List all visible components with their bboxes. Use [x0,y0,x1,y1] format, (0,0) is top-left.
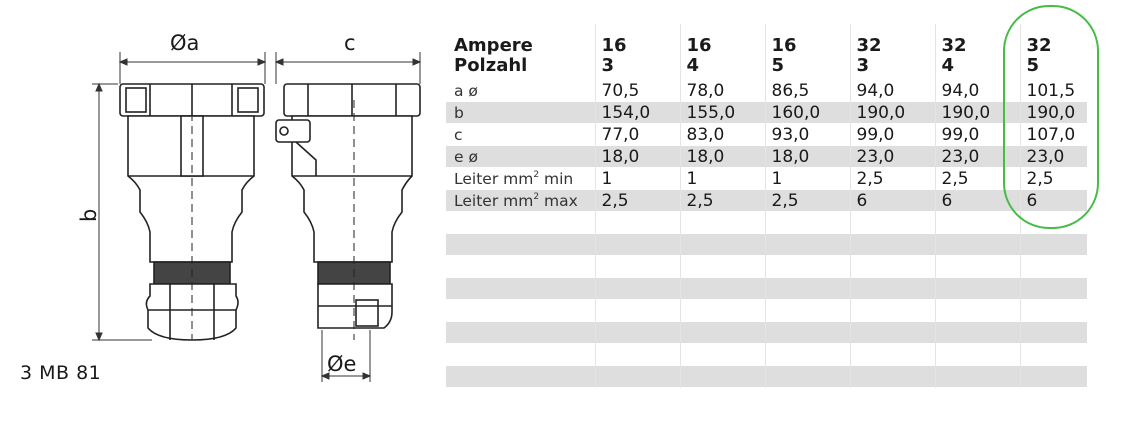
empty-row [446,234,1105,256]
poles-value: 4 [941,55,955,76]
row-label: b [454,104,464,122]
row-label: c [454,126,463,144]
table-cell: 190,0 [850,102,935,124]
poles-value: 5 [1026,55,1040,76]
connector-front-view [120,84,264,340]
table-row [446,146,1105,168]
table-cell: 83,0 [680,124,765,146]
table-cell: 18,0 [680,146,765,168]
table-cell: 99,0 [850,124,935,146]
table-cell: 23,0 [850,146,935,168]
column-header [765,24,850,80]
table-cell: 77,0 [595,124,680,146]
table-cell: 6 [1020,190,1105,212]
ampere-value: 16 [771,35,797,56]
header-label-cell [446,24,595,80]
table-cell: 70,5 [595,80,680,102]
column-header [935,24,1020,80]
row-label: Leiter $mm^2$ min [454,170,574,188]
table-cell: 94,0 [935,80,1020,102]
dimension-c-label: c [344,31,356,55]
table-row [446,102,1105,124]
table-cell: 155,0 [680,102,765,124]
poles-value: 3 [601,55,615,76]
empty-row [446,278,1105,300]
ampere-value: 16 [601,35,627,56]
empty-row [446,344,1105,366]
table-cell: 2,5 [595,190,680,212]
ampere-value: 32 [941,35,967,56]
empty-row [446,256,1105,278]
ampere-value: 16 [686,35,712,56]
table-cell: 154,0 [595,102,680,124]
table-cell: 107,0 [1020,124,1105,146]
dimension-a-label: Øa [170,31,200,55]
poles-value: 3 [856,55,870,76]
poles-value: 5 [771,55,785,76]
model-number: 3 MB 81 [20,362,102,384]
table-cell: 99,0 [935,124,1020,146]
table-cell: 93,0 [765,124,850,146]
table-cell: 101,5 [1020,80,1105,102]
table-cell: 2,5 [1020,168,1105,190]
table-cell: 160,0 [765,102,850,124]
table-row [446,80,1105,102]
poles-value: 4 [686,55,700,76]
table-cell: 1 [595,168,680,190]
table-cell: 1 [680,168,765,190]
column-header [595,24,680,80]
ampere-value: 32 [1026,35,1052,56]
table-cell: 2,5 [680,190,765,212]
dimension-e-label: Øe [327,352,357,376]
row-label: a ø [454,82,478,100]
table-cell: 18,0 [595,146,680,168]
polzahl-label: Polzahl [454,55,528,76]
empty-row [446,366,1105,388]
empty-row [446,212,1105,234]
column-header [680,24,765,80]
table-cell: 86,5 [765,80,850,102]
table-row [446,168,1105,190]
column-header [850,24,935,80]
table-cell: 190,0 [1020,102,1105,124]
connector-side-view [276,84,420,340]
table-cell: 78,0 [680,80,765,102]
table-cell: 6 [935,190,1020,212]
table-row [446,190,1105,212]
table-cell: 18,0 [765,146,850,168]
dimension-a [120,52,265,84]
dimension-c [276,52,420,84]
table-cell: 1 [765,168,850,190]
table-cell: 2,5 [765,190,850,212]
table-cell: 6 [850,190,935,212]
table-cell: 23,0 [935,146,1020,168]
dimension-b-label: b [77,208,101,222]
empty-row [446,300,1105,322]
ampere-label: Ampere [454,35,533,56]
table-cell: 2,5 [850,168,935,190]
table-cell: 94,0 [850,80,935,102]
table-header-row [446,24,1105,80]
table-cell: 2,5 [935,168,1020,190]
table-row [446,124,1105,146]
column-header [1020,24,1105,80]
empty-row [446,322,1105,344]
table-cell: 23,0 [1020,146,1105,168]
dimensions-table [446,24,1087,388]
table-cell: 190,0 [935,102,1020,124]
row-label: e ø [454,148,478,166]
row-label: Leiter $mm^2$ max [454,192,578,210]
ampere-value: 32 [856,35,882,56]
